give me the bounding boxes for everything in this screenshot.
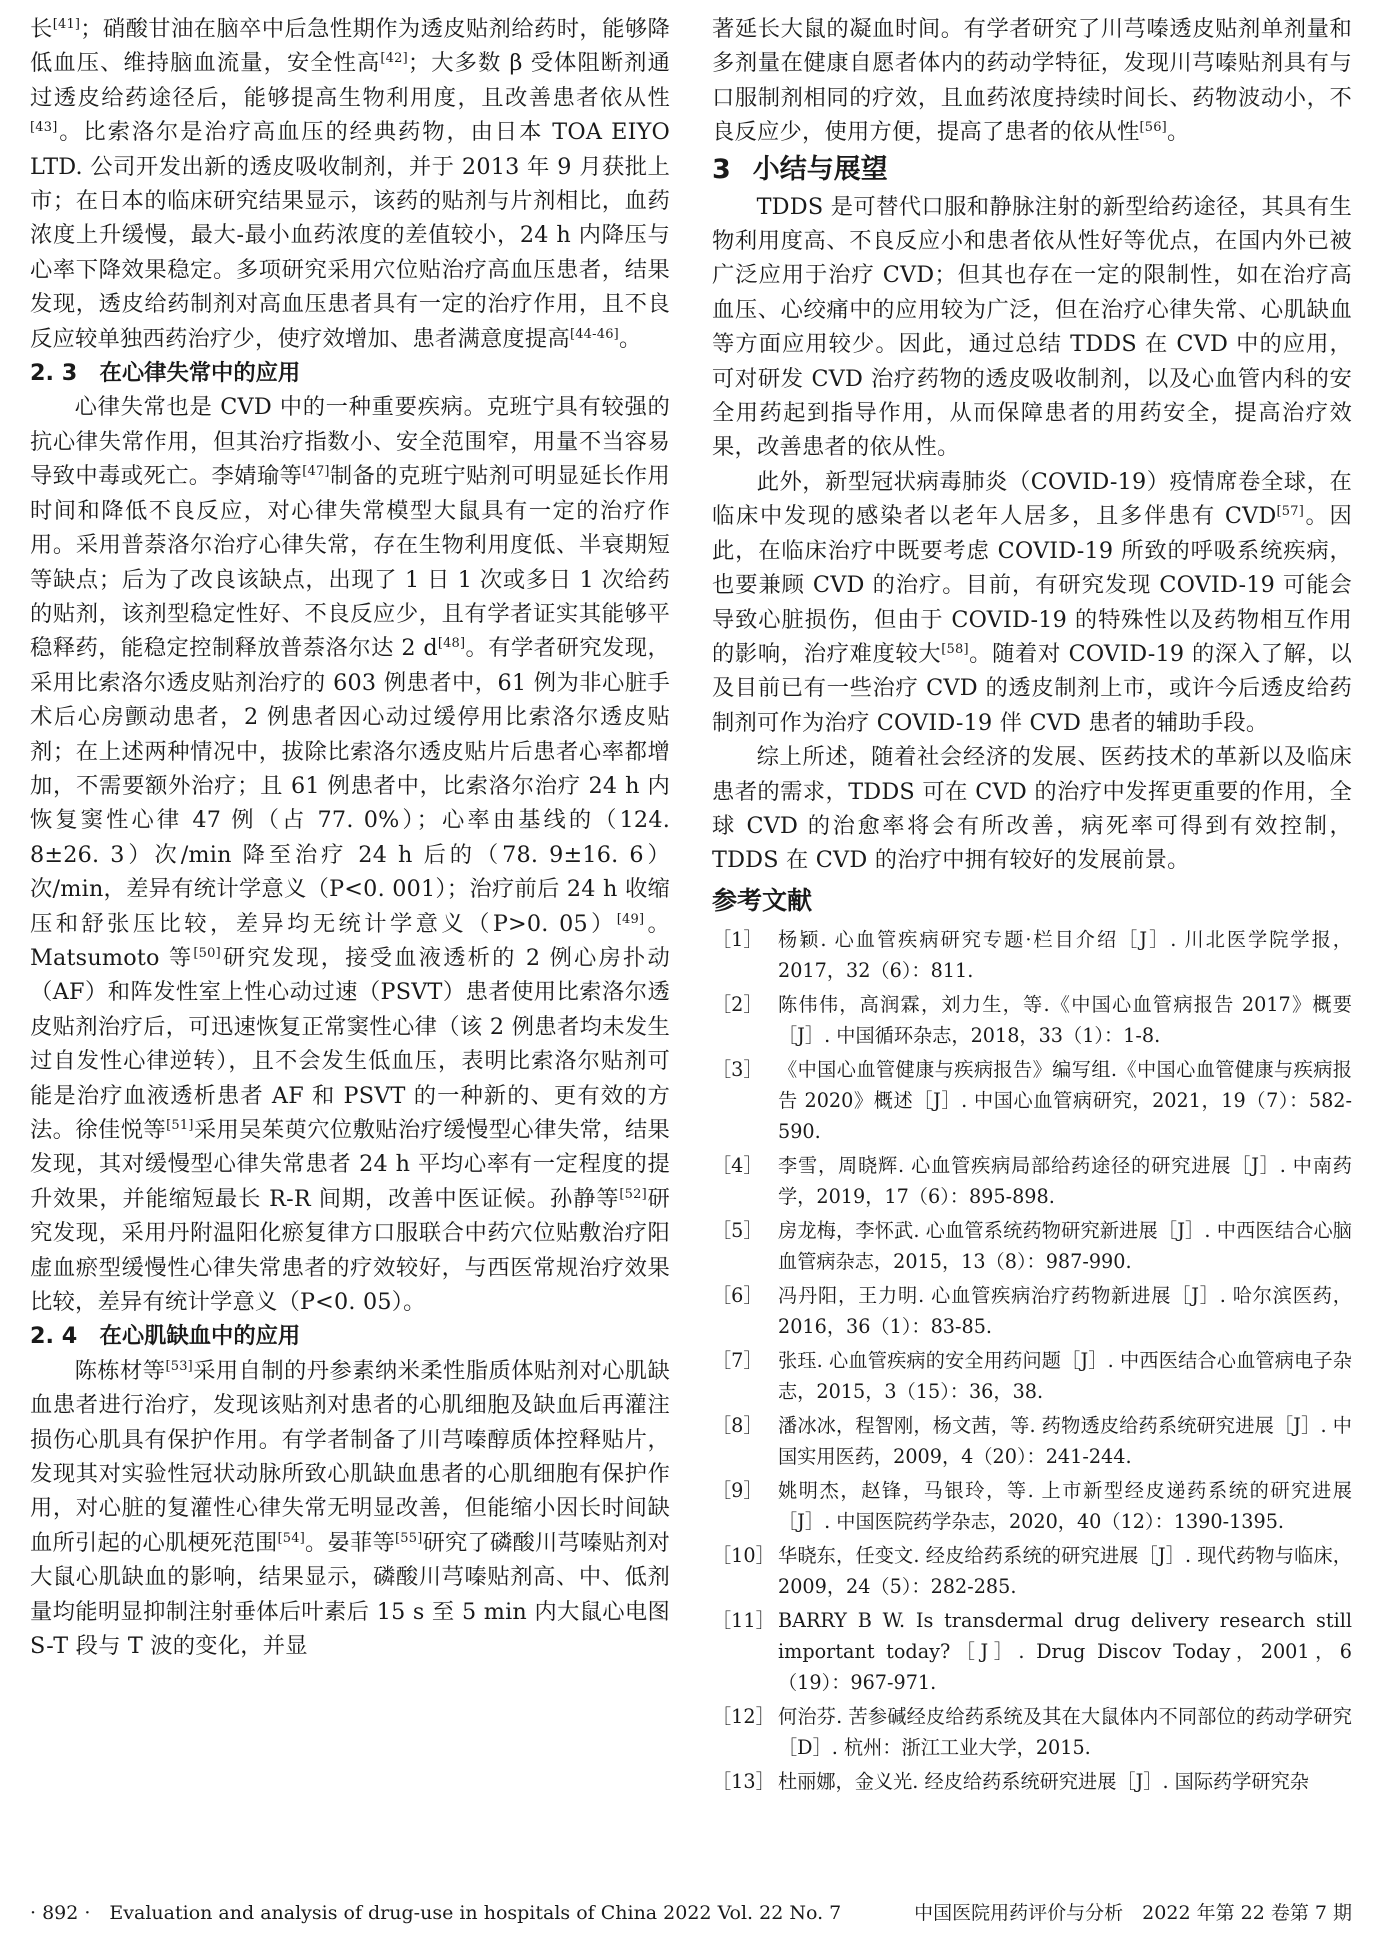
citation: [44-46] — [569, 326, 619, 342]
paragraph: 著延长大鼠的凝血时间。有学者研究了川芎嗪透皮贴剂单剂量和多剂量在健康自愿者体内的药动学特征，发现川芎嗪贴剂具有与口服制剂相同的疗效，且血药浓度持续时间长、药物波动小，不良反应少，使用方便，提高了患者的依从性[56]。 — [712, 16, 1352, 146]
citation: [52] — [619, 1186, 647, 1202]
page-footer — [30, 1900, 1352, 1926]
right-column — [712, 12, 1352, 1800]
reference-item: ［9］ 姚明杰，赵锋，马银玲，等. 上市新型经皮递药系统的研究进展［J］. 中国医院药学杂志，2020，40（12）：1390-1395. — [712, 1478, 1352, 1533]
reference-item: ［8］ 潘冰冰，程智刚，杨文茜，等. 药物透皮给药系统研究进展［J］. 中国实用医药，2009，4（20）：241-244. — [712, 1413, 1352, 1468]
reference-item: ［10］ 华晓东，任变文. 经皮给药系统的研究进展［J］. 现代药物与临床，2009，24（5）：282-285. — [712, 1543, 1352, 1598]
reference-item: ［5］ 房龙梅，李怀武. 心血管系统药物研究新进展［J］. 中西医结合心脑血管病杂志，2015，13（8）：987-990. — [712, 1218, 1352, 1273]
reference-item: ［2］ 陈伟伟，高润霖，刘力生，等.《中国心血管病报告 2017》概要［J］. 中国循环杂志，2018，33（1）：1-8. — [712, 992, 1352, 1047]
reference-item: ［3］ 《中国心血管健康与疾病报告》编写组.《中国心血管健康与疾病报告 2020》概述［J］. 中国心血管病研究，2021，19（7）：582-590. — [712, 1057, 1352, 1143]
citation: [58] — [941, 641, 969, 657]
paragraph: 综上所述，随着社会经济的发展、医药技术的革新以及临床患者的需求，TDDS 可在 CVD 的治疗中发挥更重要的作用，全球 CVD 的治愈率将会有所改善，病死率可得到有效控制，TDDS 在 CVD 的治疗中拥有较好的发展前景。 — [712, 744, 1352, 874]
paragraph: TDDS 是可替代口服和静脉注射的新型给药途径，其具有生物利用度高、不良反应小和患者依从性好等优点，在国内外已被广泛应用于治疗 CVD；但其也存在一定的限制性，如在治疗高血压、心绞痛中的应用较为广泛，但在治疗心律失常、心肌缺血等方面应用较少。因此，通过总结 TDDS 在 CVD 中的应用，可对研发 CVD 治疗药物的透皮吸收制剂，以及心血管内科的安全用药起到指导作用，从而保障患者的用药安全，提高治疗效果，改善患者的依从性。 — [712, 193, 1352, 461]
reference-item: ［7］ 张珏. 心血管疾病的安全用药问题［J］. 中西医结合心血管病电子杂志，2015，3（15）：36，38. — [712, 1348, 1352, 1403]
citation: [55] — [395, 1530, 423, 1546]
reference-list — [712, 924, 1352, 1797]
subsection-heading: 2. 4 在心肌缺血中的应用 — [30, 1323, 301, 1350]
reference-item: ［11］ BARRY B W. Is transdermal drug delivery research still important today?［J］. Drug Discov Today，2001，6（19）：967-971. — [712, 1608, 1352, 1694]
paragraph: 此外，新型冠状病毒肺炎（COVID-19）疫情席卷全球，在临床中发现的感染者以老年人居多，且多伴患有 CVD[57]。因此，在临床治疗中既要考虑 COVID-19 所致的呼吸系统疾病，也要兼顾 CVD 的治疗。目前，有研究发现 COVID-19 可能会导致心脏损伤，但由于 COVID-19 的特殊性以及药物相互作用的影响，治疗难度较大[58]。随着对 COVID-19 的深入了解，以及目前已有一些治疗 CVD 的透皮制剂上市，或许今后透皮给药制剂可作为治疗 COVID-19 伴 CVD 患者的辅助手段。 — [712, 468, 1352, 736]
citation: [41] — [52, 17, 81, 32]
paragraph: 长[41]；硝酸甘油在脑卒中后急性期作为透皮贴剂给药时，能够降低血压、维持脑血流量，安全性高[42]；大多数 β 受体阻断剂通过透皮给药途径后，能够提高生物利用度，且改善患者依从性[43]。比索洛尔是治疗高血压的经典药物，由日本 TOA EIYO LTD. 公司开发出新的透皮吸收制剂，并于 2013 年 9 月获批上市；在日本的临床研究结果显示，该药的贴剂与片剂相比，血药浓度上升缓慢，最大-最小血药浓度的差值较小，24 h 内降压与心率下降效果稳定。多项研究采用穴位贴治疗高血压患者，结果发现，透皮给药制剂对高血压患者具有一定的治疗作用，且不良反应较单独西药治疗少，使疗效增加、患者满意度提高[44-46]。 — [30, 16, 671, 352]
citation: [42] — [380, 51, 408, 67]
reference-item: ［13］ 杜丽娜，金义光. 经皮给药系统研究进展［J］. 国际药学研究杂 — [712, 1769, 1309, 1793]
citation: [51] — [166, 1118, 194, 1133]
citation: [49] — [616, 911, 645, 927]
reference-item: ［12］ 何治芬. 苦参碱经皮给药系统及其在大鼠体内不同部位的药动学研究［D］. 杭州：浙江工业大学，2015. — [712, 1704, 1352, 1759]
reference-item: ［4］ 李雪，周晓辉. 心血管疾病局部给药途径的研究进展［J］. 中南药学，2019，17（6）：895-898. — [712, 1153, 1352, 1208]
left-column — [30, 12, 670, 1664]
paragraph: 心律失常也是 CVD 中的一种重要疾病。克班宁具有较强的抗心律失常作用，但其治疗指数小、安全范围窄，用量不当容易导致中毒或死亡。李婧瑜等[47]制备的克班宁贴剂可明显延长作用时间和降低不良反应，对心律失常模型大鼠具有一定的治疗作用。采用普萘洛尔治疗心律失常，存在生物利用度低、半衰期短等缺点；后为了改良该缺点，出现了 1 日 1 次或多日 1 次给药的贴剂，该剂型稳定性好、不良反应少，且有学者证实其能够平稳释药，能稳定控制释放普萘洛尔达 2 d[48]。有学者研究发现，采用比索洛尔透皮贴剂治疗的 603 例患者中，61 例为非心脏手术后心房颤动患者，2 例患者因心动过缓停用比索洛尔透皮贴剂；在上述两种情况中，拔除比索洛尔透皮贴片后患者心率都增加，不需要额外治疗；且 61 例患者中，比索洛尔治疗 24 h 内恢复窦性心律 47 例（占 77. 0%）；心率由基线的（124. 8±26. 3）次/min 降至治疗 24 h 后的（78. 9±16. 6）次/min，差异有统计学意义（P<0. 001）；治疗前后 24 h 收缩压和舒张压比较，差异均无统计学意义（P>0. 05）[49]。Matsumoto 等[50]研究发现，接受血液透析的 2 例心房扑动（AF）和阵发性室上性心动过速（PSVT）患者使用比索洛尔透皮贴剂治疗后，可迅速恢复正常窦性心律（该 2 例患者均未发生过自发性心律逆转），且不会发生低血压，表明比索洛尔贴剂可能是治疗血液透析患者 AF 和 PSVT 的一种新的、更有效的方法。徐佳悦等[51]采用吴茱萸穴位敷贴治疗缓慢型心律失常，结果发现，其对缓慢型心律失常患者 24 h 平均心率有一定程度的提升效果，并能缩短最长 R-R 间期，改善中医证候。孙静等[52]研究发现，采用丹附温阳化瘀复律方口服联合中药穴位贴敷治疗阳虚血瘀型缓慢性心律失常患者的疗效较好，与西医常规治疗效果比较，差异有统计学意义（P<0. 05）。 — [30, 394, 671, 1316]
citation: [47] — [302, 464, 330, 480]
footer-left: · 892 · Evaluation and analysis of drug-use in hospitals of China 2022 Vol. 22 No. 7 — [30, 1902, 842, 1924]
citation: [54] — [277, 1530, 305, 1546]
reference-item: ［1］ 杨颖. 心血管疾病研究专题·栏目介绍［J］. 川北医学院学报，2017，32（6）：811. — [712, 927, 1352, 982]
citation: [53] — [165, 1358, 193, 1374]
citation: [48] — [437, 636, 466, 652]
reference-item: ［6］ 冯丹阳，王力明. 心血管疾病治疗药物新进展［J］. 哈尔滨医药，2016，36（1）：83-85. — [712, 1283, 1352, 1338]
paragraph: 陈栋材等[53]采用自制的丹参素纳米柔性脂质体贴剂对心肌缺血患者进行治疗，发现该贴剂对患者的心肌细胞及缺血后再灌注损伤心肌具有保护作用。有学者制备了川芎嗪醇质体控释贴片，发现其对实验性冠状动脉所致心肌缺血患者的心肌细胞有保护作用，对心脏的复灌性心律失常无明显改善，但能缩小因长时间缺血所引起的心肌梗死范围[54]。晏菲等[55]研究了磷酸川芎嗪贴剂对大鼠心肌缺血的影响，结果显示，磷酸川芎嗪贴剂高、中、低剂量均能明显抑制注射垂体后叶素后 15 s 至 5 min 内大鼠心电图 S-T 段与 T 波的变化，并显 — [30, 1357, 670, 1660]
section-heading: 3 小结与展望 — [712, 153, 888, 185]
citation: [56] — [1139, 120, 1167, 136]
subsection-heading: 2. 3 在心律失常中的应用 — [30, 360, 301, 387]
footer-right: 中国医院用药评价与分析 2022 年第 22 卷第 7 期 — [914, 1902, 1352, 1924]
citation: [57] — [1276, 504, 1304, 520]
references-heading: 参考文献 — [712, 885, 813, 915]
citation: [50] — [193, 945, 221, 961]
citation: [43] — [30, 120, 58, 136]
